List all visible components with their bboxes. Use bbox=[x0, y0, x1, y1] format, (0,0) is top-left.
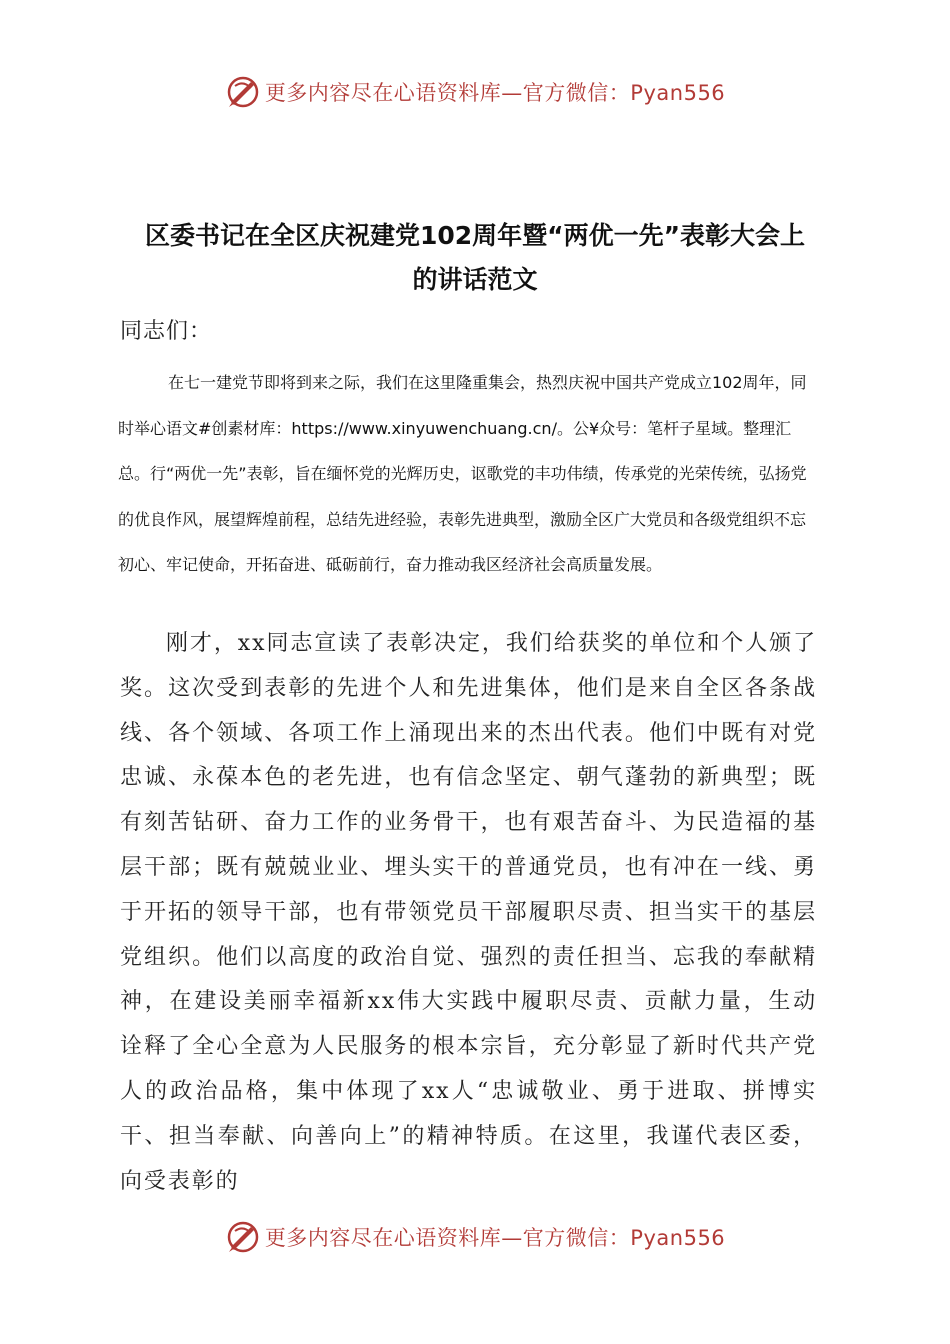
pen-logo-icon bbox=[225, 74, 261, 110]
header-banner bbox=[0, 70, 950, 114]
paragraph-intro: 在七一建党节即将到来之际，我们在这里隆重集会，热烈庆祝中国共产党成立102周年，同时举心语文#创素材库：https://www.xinyuwenchuang.cn/。公¥众号：笔杆子星域。整理汇总。行“两优一先”表彰，旨在缅怀党的光辉历史，讴歌党的丰功伟绩，传承党的光荣传统，弘扬党的优良作风，展望辉煌前程，总结先进经验，表彰先进典型，激励全区广大党员和各级党组织不忘初心、牢记使命，开拓奋进、砥砺前行，奋力推动我区经济社会高质量发展。 bbox=[118, 373, 807, 574]
title-line-1: 区委书记在全区庆祝建党102周年暨“两优一先”表彰大会上 bbox=[144, 221, 806, 250]
footer-banner-text: 更多内容尽在心语资料库—官方微信：Pyan556 bbox=[264, 1226, 726, 1250]
title-line-2: 的讲话范文 bbox=[412, 265, 538, 294]
footer-banner bbox=[0, 1215, 950, 1259]
document-title bbox=[100, 214, 850, 302]
salutation: 同志们： bbox=[120, 319, 213, 344]
pen-logo-icon bbox=[225, 1219, 261, 1255]
paragraph-main: 刚才，xx同志宣读了表彰决定，我们给获奖的单位和个人颁了奖。这次受到表彰的先进个人和先进集体，他们是来自全区各条战线、各个领域、各项工作上涌现出来的杰出代表。他们中既有对党忠诚、永葆本色的老先进，也有信念坚定、朝气蓬勃的新典型；既有刻苦钻研、奋力工作的业务骨干，也有艰苦奋斗、为民造福的基层干部；既有兢兢业业、埋头实干的普通党员，也有冲在一线、勇于开拓的领导干部，也有带领党员干部履职尽责、担当实干的基层党组织。他们以高度的政治自觉、强烈的责任担当、忘我的奉献精神，在建设美丽幸福新xx伟大实践中履职尽责、贡献力量，生动诠释了全心全意为人民服务的根本宗旨，充分彰显了新时代共产党人的政治品格，集中体现了xx人“忠诚敬业、勇于进取、拼博实干、担当奉献、向善向上”的精神特质。在这里，我谨代表区委，向受表彰的 bbox=[120, 631, 817, 1194]
header-banner-text: 更多内容尽在心语资料库—官方微信：Pyan556 bbox=[264, 81, 726, 105]
